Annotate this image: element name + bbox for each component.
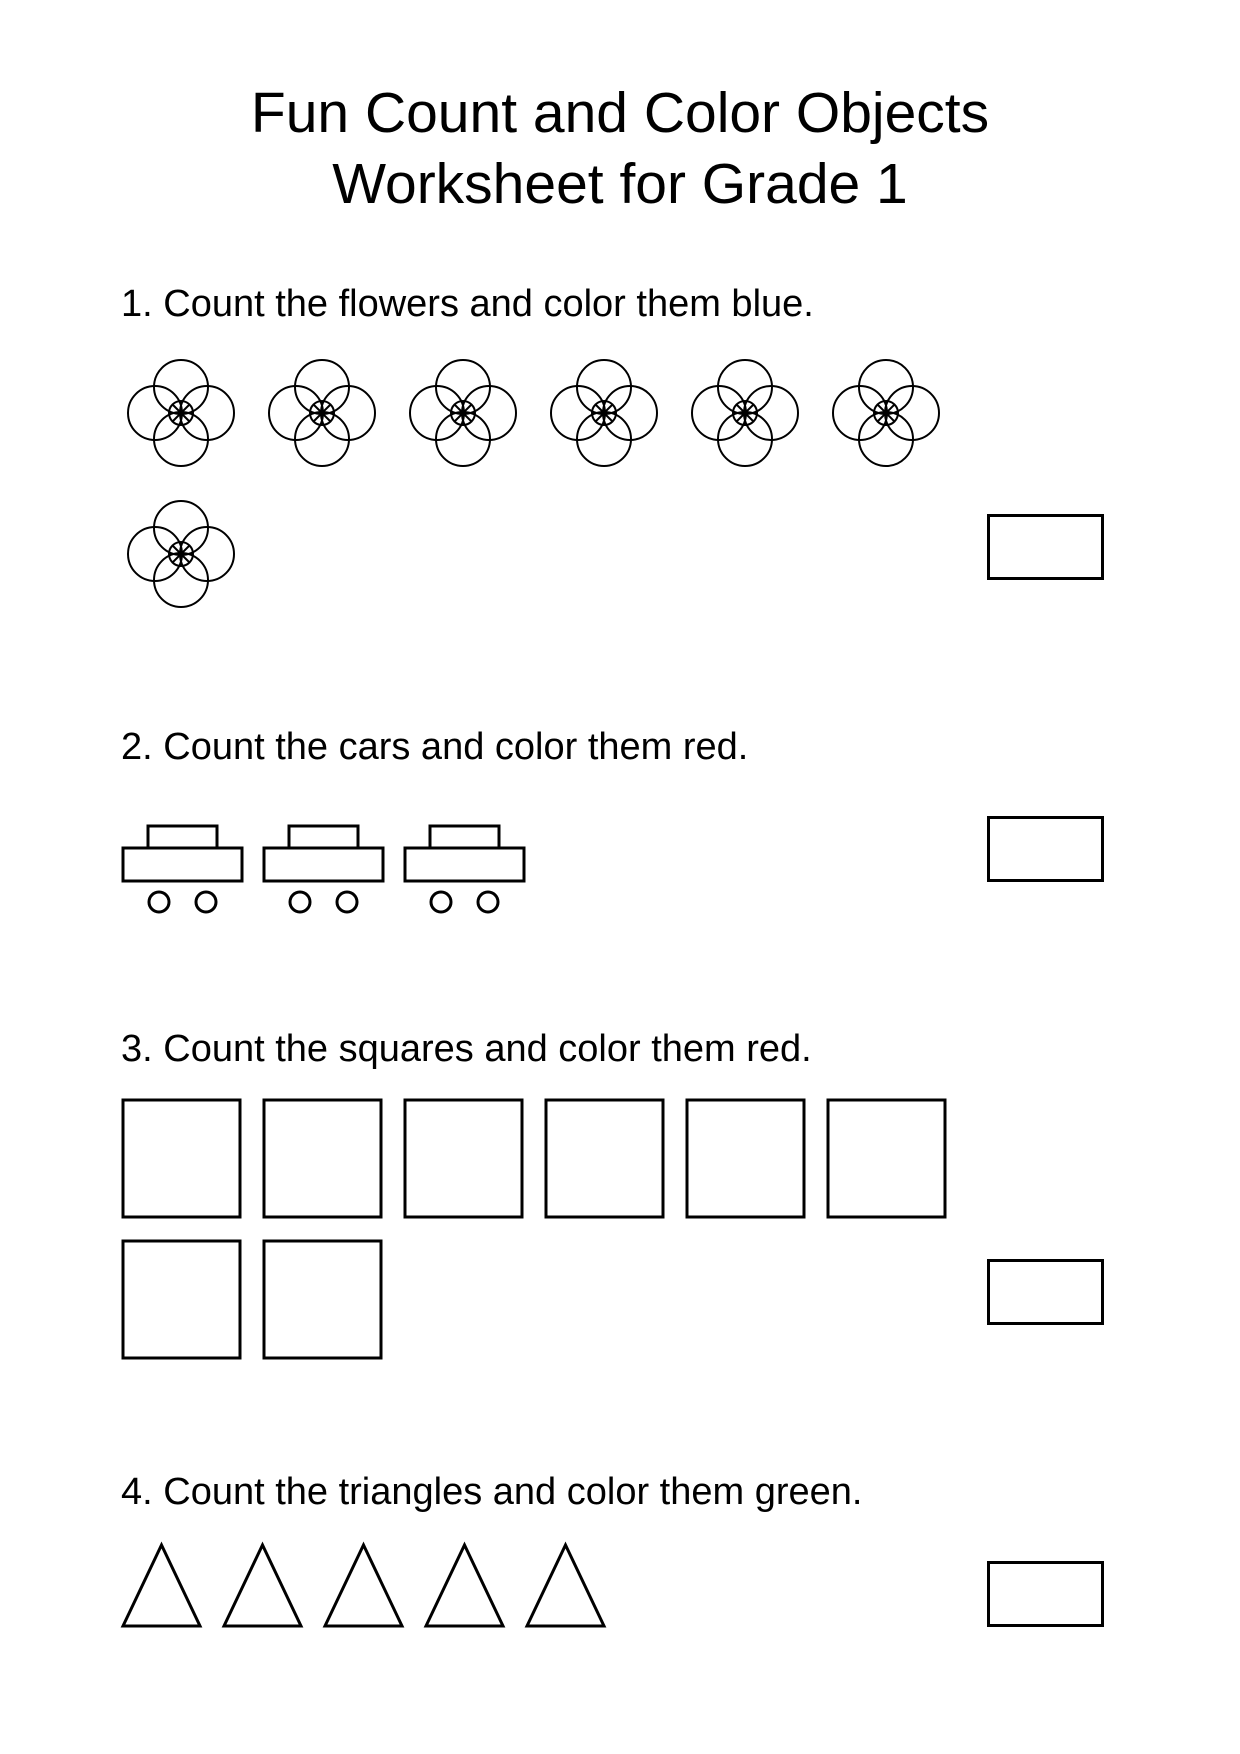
question-4-label: 4. Count the triangles and color them green. — [121, 1471, 863, 1513]
triangle-shape[interactable] — [325, 1545, 402, 1626]
car-icon[interactable] — [264, 826, 383, 912]
triangle-shape[interactable] — [123, 1545, 200, 1626]
flower-icon[interactable] — [833, 360, 939, 466]
flower-icon[interactable] — [551, 360, 657, 466]
triangle-shape[interactable] — [426, 1545, 503, 1626]
square-shape[interactable] — [546, 1100, 663, 1217]
car-icon[interactable] — [123, 826, 242, 912]
flower-icon[interactable] — [128, 360, 234, 466]
flower-icon[interactable] — [692, 360, 798, 466]
flower-icon[interactable] — [128, 501, 234, 607]
square-shape[interactable] — [828, 1100, 945, 1217]
square-shape[interactable] — [264, 1100, 381, 1217]
question-2-label: 2. Count the cars and color them red. — [121, 726, 749, 768]
answer-box-1[interactable] — [987, 514, 1104, 580]
answer-box-3[interactable] — [987, 1259, 1104, 1325]
answer-box-2[interactable] — [987, 816, 1104, 882]
title-line-1: Fun Count and Color Objects — [250, 81, 990, 145]
square-shape[interactable] — [123, 1100, 240, 1217]
square-shape[interactable] — [123, 1241, 240, 1358]
question-3-label: 3. Count the squares and color them red. — [121, 1028, 812, 1070]
answer-box-4[interactable] — [987, 1561, 1104, 1627]
flower-icon[interactable] — [269, 360, 375, 466]
triangle-shape[interactable] — [527, 1545, 604, 1626]
square-shape[interactable] — [687, 1100, 804, 1217]
square-shape[interactable] — [405, 1100, 522, 1217]
square-shape[interactable] — [264, 1241, 381, 1358]
question-1-label: 1. Count the flowers and color them blue. — [121, 283, 814, 325]
title-line-2: Worksheet for Grade 1 — [332, 152, 908, 216]
car-icon[interactable] — [405, 826, 524, 912]
flower-icon[interactable] — [410, 360, 516, 466]
triangle-shape[interactable] — [224, 1545, 301, 1626]
